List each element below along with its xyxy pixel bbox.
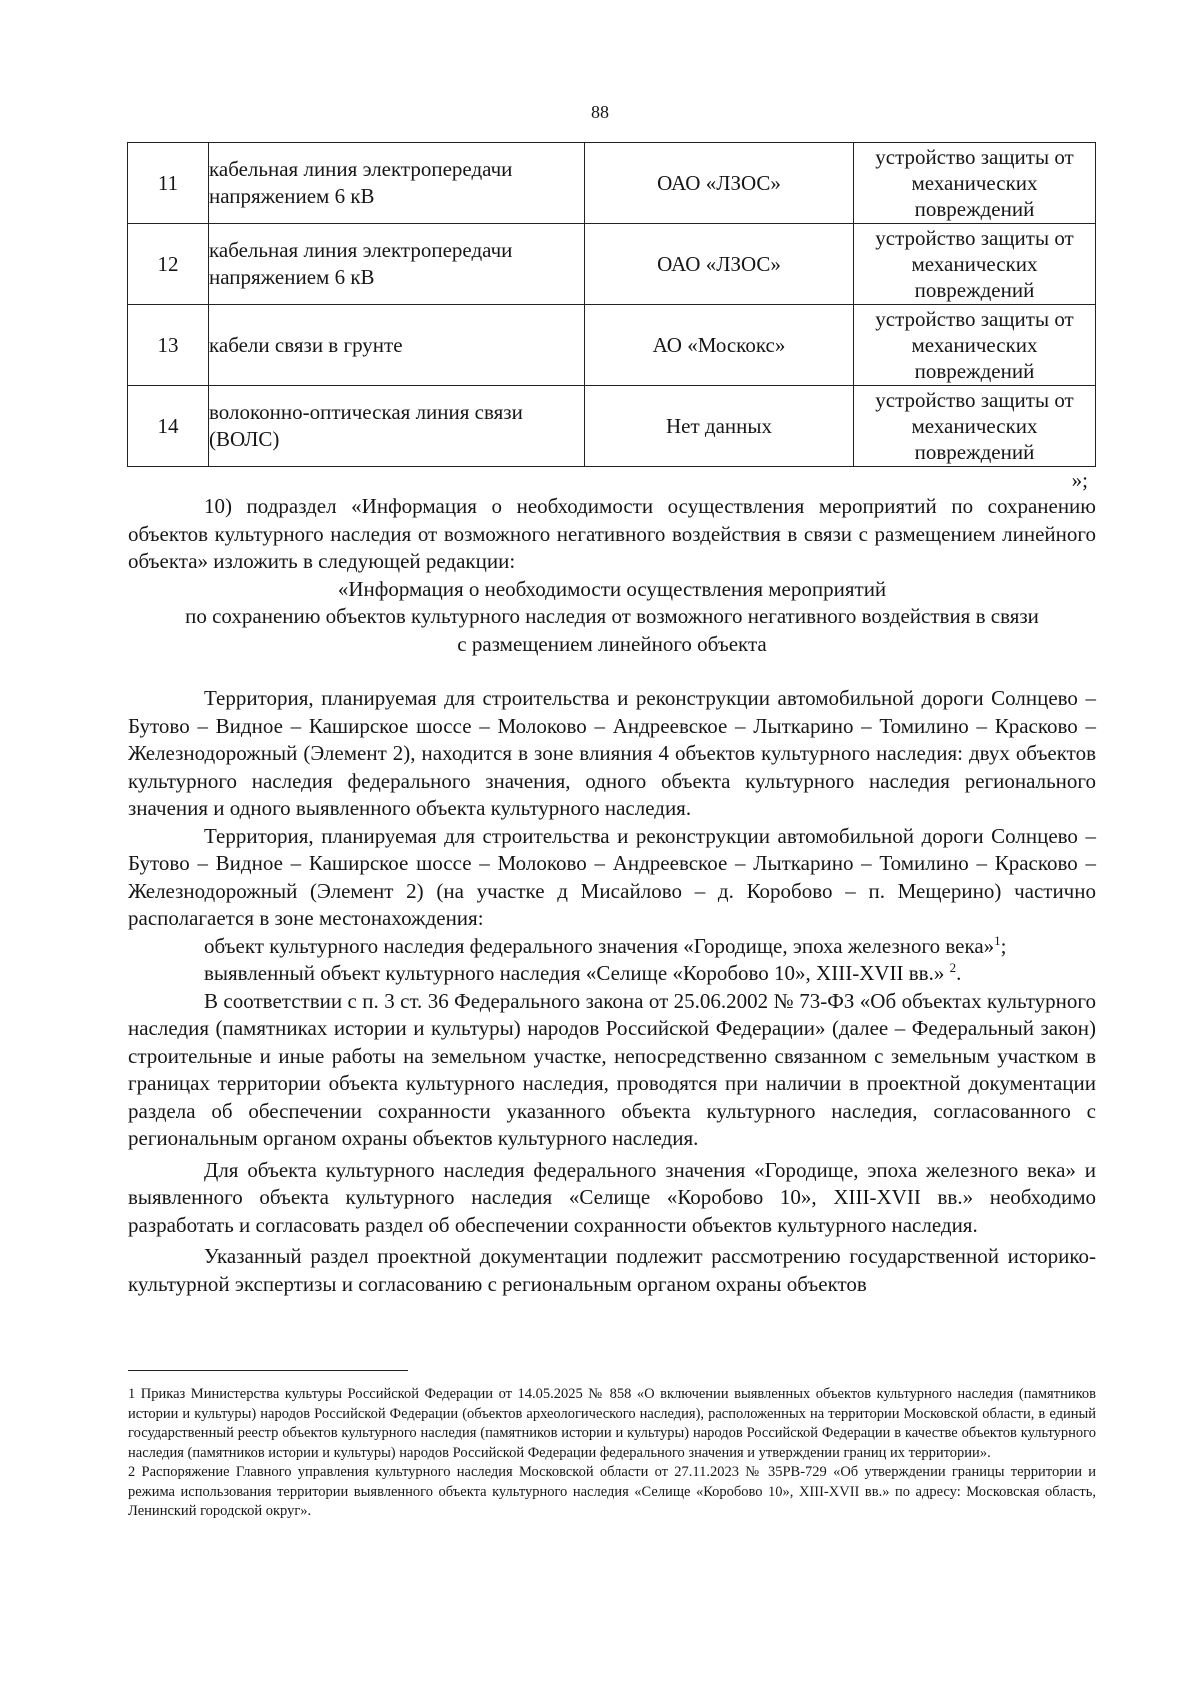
amendment-intro: 10) подраздел «Информация о необходимости осуществления мероприятий по сохранению объектов культурного наследия от возможного негативного воздействия в связи с размещением линейного объекта» изложить в следующей редакции: [128,494,1096,573]
protection-measure: устройство защиты от механических повреждений [854,224,1096,305]
row-number: 14 [128,386,209,467]
paragraph: Для объекта культурного наследия федерального значения «Городище, эпоха железного века» и выявленного объекта культурного наследия «Селище «Коробово 10», XIII-XVII вв.» необходимо разработать и согласовать раздел об обеспечении сохранности объектов культурного наследия. [128,1157,1096,1237]
section-heading-line: с размещением линейного объекта [457,631,767,656]
table-row [128,305,1096,386]
utility-owner: ОАО «ЛЗОС» [585,224,854,305]
protection-measure: устройство защиты от механических повреждений [854,305,1096,386]
page-number: 88 [591,102,609,122]
document-body [128,493,1096,1298]
footnote-separator [128,1370,408,1371]
paragraph: Указанный раздел проектной документации подлежит рассмотрению государственной историко-культурной экспертизы и согласованию с региональным органом охраны объектов [128,1244,1096,1296]
paragraph: Территория, планируемая для строительства и реконструкции автомобильной дороги Солнцево – Бутово – Видное – Каширское шоссе – Молоково – Андреевское – Лыткарино – Томилино – Красково – Железнодорожный (Элемент 2) (на участке д Мисайлово – д. Коробово – п. Мещерино) частично располагается в зоне местонахождения: [128,823,1096,930]
utility-owner: АО «Москокс» [585,305,854,386]
table-row [128,143,1096,224]
table-row [128,224,1096,305]
utility-owner: ОАО «ЛЗОС» [585,143,854,224]
footnote-ref: 1 [994,932,1001,948]
paragraph: В соответствии с п. 3 ст. 36 Федерального закона от 25.06.2002 № 73-ФЗ «Об объектах культурного наследия (памятниках истории и культуры) народов Российской Федерации» (далее – Федеральный закон) строительные и иные работы на земельном участке, непосредственно связанном с земельным участком в границах территории объекта культурного наследия, проводятся при наличии в проектной документации раздела об обеспечении сохранности указанного объекта культурного наследия, согласованного с региональным органом охраны объектов культурного наследия. [128,988,1096,1150]
footnote: 2 Распоряжение Главного управления культурного наследия Московской области от 27.11.2023 № 35РВ-729 «Об утверждении границы территории и режима использования территории выявленного объекта культурного наследия «Селище «Коробово 10», XIII-XVII вв.» по адресу: Московская область, Ленинский городской округ». [128,1464,1096,1519]
section-heading-line: по сохранению объектов культурного наследия от возможного негативного воздействия в связи [185,604,1039,628]
row-number: 11 [128,143,209,224]
row-number: 13 [128,305,209,386]
table-row [128,386,1096,467]
protection-measure: устройство защиты от механических повреждений [854,386,1096,467]
utility-name: кабельная линия электропередачи напряжением 6 кВ [209,143,585,224]
utility-owner: Нет данных [585,386,854,467]
list-item: выявленный объект культурного наследия «Селище «Коробово 10», XIII-XVII вв.» $^2$. [204,960,962,985]
utility-name: волоконно-оптическая линия связи (ВОЛС) [209,386,585,467]
section-heading-line: «Информация о необходимости осуществления мероприятий [337,576,887,601]
table-closing-quote: »; [1071,468,1088,492]
list-item-text: выявленный объект культурного наследия «Селище «Коробово 10», XIII-XVII вв.» [204,961,945,985]
protection-measure: устройство защиты от механических повреждений [854,143,1096,224]
utility-name: кабели связи в грунте [209,305,585,386]
list-item-text: объект культурного наследия федерального значения «Городище, эпоха железного века» [204,933,995,958]
utility-name: кабельная линия электропередачи напряжением 6 кВ [209,224,585,305]
list-item: объект культурного наследия федерального значения «Городище, эпоха железного века»$^1$; [204,932,1007,958]
utilities-table [127,142,1096,467]
paragraph: Территория, планируемая для строительства и реконструкции автомобильной дороги Солнцево – Бутово – Видное – Каширское шоссе – Молоково – Андреевское – Лыткарино – Томилино – Красково – Железнодорожный (Элемент 2), находится в зоне влияния 4 объектов культурного наследия: двух объектов культурного наследия федерального значения, одного объекта культурного наследия регионального значения и одного выявленного объекта культурного наследия. [128,686,1096,820]
footnotes [128,1385,1096,1522]
footnote: 1 Приказ Министерства культуры Российской Федерации от 14.05.2025 № 858 «О включении выявленных объектов культурного наследия (памятников истории и культуры) народов Российской Федерации (объектов археологического наследия), расположенных на территории Московской области, в единый государственный реестр объектов культурного наследия (памятников истории и культуры) народов Российской Федерации в качестве объектов культурного наследия (памятников истории и культуры) народов Российской Федерации федерального значения и утверждении границ их территории». [128,1386,1096,1461]
footnote-ref: 2 [949,960,957,975]
row-number: 12 [128,224,209,305]
